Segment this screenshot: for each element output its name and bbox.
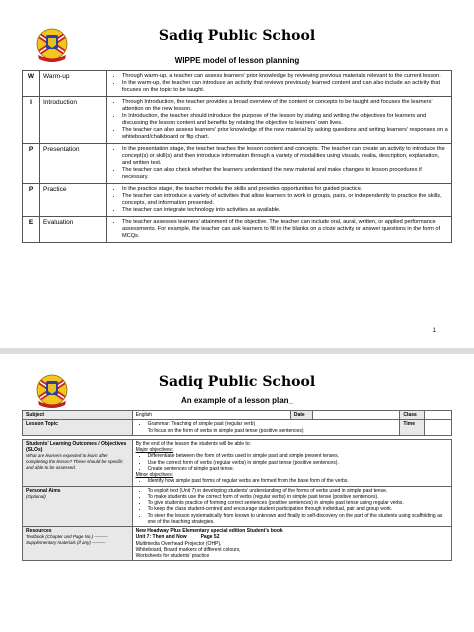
resource-line: Unit 7: Then and Now Page 52 (135, 534, 220, 541)
aim-item: • To keep the class student-centred and encourage student participation through individual, pair and group work. (148, 506, 448, 512)
document-page-2 (0, 354, 474, 632)
resources-note: Textbook (Chapter and Page No.) ——— Supplementary materials (if any) ——— (26, 534, 108, 545)
stage-letter: W (23, 71, 40, 97)
stage-name: Introduction (40, 96, 107, 143)
class-value (425, 411, 452, 420)
stage-letter: E (23, 216, 40, 242)
stage-letter: P (23, 143, 40, 183)
aim-item: • To make students use the correct form of verbs (regular verbs) in simple past tense (positive sentences). (148, 494, 448, 500)
page-title-2 (0, 396, 474, 405)
stage-description (107, 183, 452, 216)
slo-note: What are learners expected to learn after completing the lesson? These should be specific and able to be assessed. (26, 453, 123, 470)
date-label: Date (290, 411, 312, 420)
stage-description (107, 143, 452, 183)
minor-item: • Identify how simple past forms of regular verbs are formed from the base form of the verbs. (148, 478, 448, 484)
time-label: Time (400, 420, 425, 436)
stage-point: • In the practice stage, the teacher models the skills and provides opportunities for guided practice. (122, 186, 448, 193)
lesson-plan-title: An example of a lesson plan (180, 396, 289, 405)
date-value (312, 411, 400, 420)
stage-point: • The teacher assesses learners’ attainment of the objective. The teacher can include oral, aural, written, or applied performance assessments. For example, the teacher can ask learners to fill in the blanks on a cloze activity or answer questions in the form of MCQs. (122, 219, 448, 240)
stage-row (23, 71, 452, 97)
slo-label-cell (23, 439, 133, 486)
stage-point: • The teacher can introduce a variety of activities that allow learners to work in groups, pairs, or independently to practice the skills, concepts, and information presented. (122, 193, 448, 207)
major-item: • Differentiate between the form of verbs used in simple past and simple present tenses. (148, 453, 448, 459)
minor-heading: Minor objectives: (135, 472, 174, 478)
topic-cell (132, 420, 400, 436)
resources-cell (132, 527, 451, 561)
subject-label: Subject (23, 411, 133, 420)
resource-line: Whiteboard, Board markers of different colours, (135, 546, 241, 553)
school-name: Sadiq Public School (158, 28, 316, 44)
aims-cell (132, 486, 451, 527)
subject-value: English (132, 411, 290, 420)
resource-line: New Headway Plus Elementary special edition Student’s book (135, 528, 283, 534)
stage-row (23, 216, 452, 242)
topic-main: • Grammar: Teaching of simple past (regular verb) (148, 421, 397, 427)
stage-point: • The teacher can also check whether the learners understand the new material and make changes to lesson procedures if necessary. (122, 167, 448, 181)
stage-point: • In Introduction, the teacher should introduce the purpose of the lesson by stating and writing the objectives for learners and discussing the lesson content and benefits by relating the objective to learners’ own lives. (122, 113, 448, 127)
stage-point: • In the warm-up, the teacher can introduce an activity that reviews previously learned content and can also include an activity that focuses on the topic to be taught. (122, 80, 448, 94)
slo-cell (132, 439, 451, 486)
resource-line: Worksheets for students’ practice (135, 553, 210, 559)
wippe-table (22, 70, 452, 243)
stage-description (107, 71, 452, 97)
title-mark: _ (288, 396, 294, 405)
aims-note: (Optional) (26, 493, 46, 499)
stage-point: • Through warm-up, a teacher can assess learners’ prior knowledge by reviewing previous materials relevant to the current lesson. (122, 73, 448, 80)
stage-point: • Through Introduction, the teacher provides a broad overview of the content or concepts to be taught and focuses the learners’ attention on the new lesson. (122, 99, 448, 113)
class-label: Class (400, 411, 425, 420)
aim-item: • To steer the lesson systematically from known to unknown and finally to self-discovery on the part of the students using scaffolding as one of the teaching strategies. (148, 513, 448, 526)
slo-label: Students’ Learning Outcomes / Objectives (SLOs) (26, 440, 127, 453)
stage-name: Presentation (40, 143, 107, 183)
major-item: • Use the correct form of verbs (regular verbs) in simple past tense (positive sentences). (148, 460, 448, 466)
time-value (425, 420, 452, 436)
major-heading: Major objectives: (135, 447, 174, 453)
stage-point: • The teacher can also assess learners’ prior knowledge of the new material by asking questions and writing learners’ responses on a whiteboard/chalkboard or flip chart. (122, 127, 448, 141)
page-title: WIPPE model of lesson planning (174, 56, 300, 65)
stage-letter: I (23, 96, 40, 143)
stage-row (23, 143, 452, 183)
stage-name: Evaluation (40, 216, 107, 242)
stage-description (107, 96, 452, 143)
aims-label-cell (23, 486, 133, 527)
resources-label-cell (23, 527, 133, 561)
resources-label: Resources (26, 528, 52, 534)
aim-item: • To exploit text (Unit 7) in developing students’ understanding of the forms of verbs used in simple past tense. (148, 488, 448, 494)
stage-row (23, 96, 452, 143)
resource-line: Multimedia Overhead Projector (OHP), (135, 540, 222, 547)
aims-label: Personal Aims (26, 487, 61, 494)
stage-row (23, 183, 452, 216)
topic-label: Lesson Topic (23, 420, 133, 436)
slo-intro: By the end of the lesson the students will be able to: (135, 440, 251, 447)
major-item: • Create sentences of simple past tense. (148, 466, 448, 472)
stage-name: Warm-up (40, 71, 107, 97)
stage-point: • The teacher can integrate technology into activities as available. (122, 207, 448, 214)
page-number: 1 (432, 328, 436, 334)
stage-name: Practice (40, 183, 107, 216)
aim-item: • To give students practice of forming correct sentences (positive sentences) in simple past tense using regular verbs. (148, 500, 448, 506)
stage-description (107, 216, 452, 242)
school-name-2: Sadiq Public School (158, 374, 316, 390)
lesson-plan-table (22, 410, 452, 561)
topic-sub: To focus on the form of verbs in simple past tense (positive sentences) (147, 427, 304, 434)
stage-letter: P (23, 183, 40, 216)
stage-point: • In the presentation stage, the teacher teaches the lesson content and concepts. The teacher can create an activity to introduce the concept(s) or skill(s) and then introduce information through a variety of modalities using visuals, realia, description, explanation, and written text. (122, 146, 448, 167)
